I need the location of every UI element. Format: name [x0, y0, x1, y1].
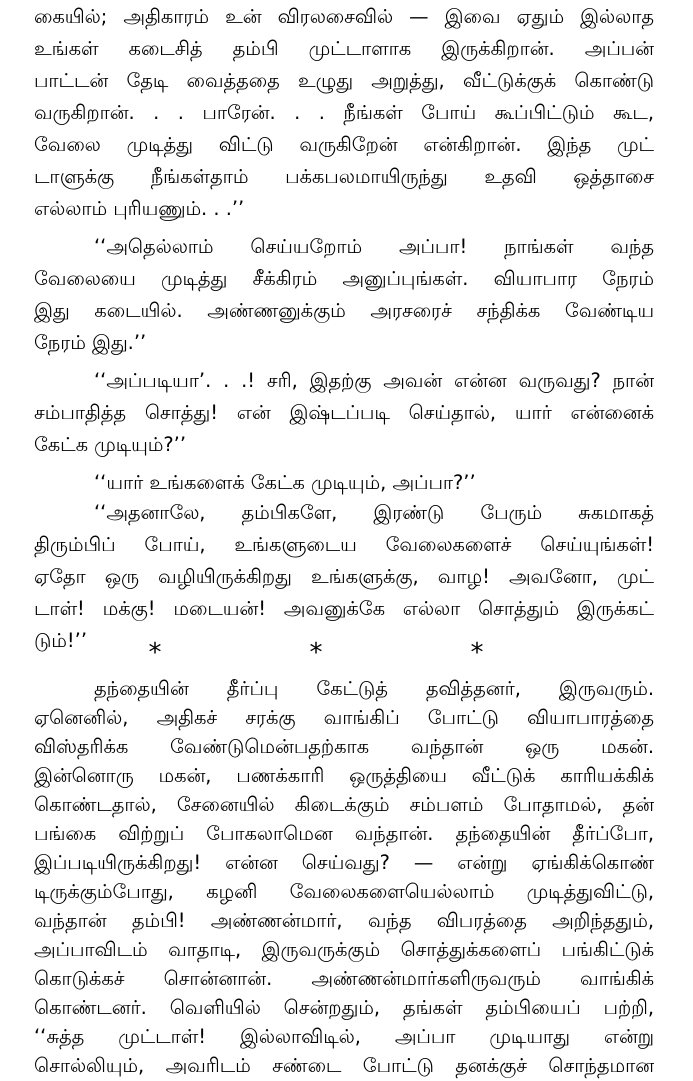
text-line: சொல்லியும், அவரிடம் சண்டை போட்டு தனக்குச் சொந்தமான — [34, 1054, 654, 1077]
text-line: அப்பாவிடம் வாதாடி, இருவருக்கும் சொத்துக்களைப் பங்கிட்டுக் — [34, 938, 654, 961]
text-line: கையில்; அதிகாரம் உன் விரலசைவில் — இவை ஏதும் இல்லாத — [34, 5, 654, 28]
text-line: ‘‘அதெல்லாம் செய்யறோம் அப்பா! நாங்கள் வந்த — [94, 235, 654, 258]
text-line: வந்தான் தம்பி! அண்ணன்மார், வந்த விபரத்தை அறிந்ததும், — [34, 909, 654, 932]
section-separator-star: * — [470, 638, 484, 668]
text-line: ஏனெனில், அதிகச் சரக்கு வாங்கிப் போட்டு வியாபாரத்தை — [34, 706, 654, 729]
text-line: சம்பாதித்த சொத்து! என் இஷ்டப்படி செய்தால், யார் என்னைக் — [34, 401, 654, 424]
text-line: நேரம் இது.’’ — [34, 331, 147, 354]
text-line: கொண்டனர். வெளியில் சென்றதும், தங்கள் தம்பியைப் பற்றி, — [34, 996, 654, 1019]
text-line: பாட்டன் தேடி வைத்ததை உழுது அறுத்து, வீட்டுக்குக் கொண்டு — [34, 69, 654, 92]
text-line: டாள்! மக்கு! மடையன்! அவனுக்கே எல்லா சொத்தும் இருக்கட் — [34, 597, 654, 620]
section-separator-star: * — [148, 638, 162, 668]
text-line: வேலையை முடித்து சீக்கிரம் அனுப்புங்கள். வியாபார நேரம் — [34, 267, 654, 290]
text-line: இன்னொரு மகன், பணக்காரி ஒருத்தியை வீட்டுக் காரியக்கிக் — [34, 764, 654, 787]
text-line: ஏதோ ஒரு வழியிருக்கிறது உங்களுக்கு, வாழ! அவனோ, முட் — [34, 565, 654, 588]
text-line: உங்கள் கடைசித் தம்பி முட்டாளாக இருக்கிறான். அப்பன் — [34, 37, 654, 60]
text-line: வேலை முடித்து விட்டு வருகிறேன் என்கிறான். இந்த முட் — [34, 133, 654, 156]
text-line: எல்லாம் புரியணும். . .’’ — [34, 197, 245, 220]
text-line: விஸ்தரிக்க வேண்டுமென்பதற்காக வந்தான் ஒரு மகன். — [34, 735, 654, 758]
text-line: தந்தையின் தீர்ப்பு கேட்டுத் தவித்தனர், இருவரும். — [94, 677, 654, 700]
text-line: கொடுக்கச் சொன்னான். அண்ணன்மார்களிருவரும் வாங்கிக் — [34, 967, 654, 990]
text-line: இது கடையில். அண்ணனுக்கும் அரசரைச் சந்திக்க வேண்டிய — [34, 299, 654, 322]
text-line: ‘‘அதனாலே, தம்பிகளே, இரண்டு பேரும் சுகமாகத் — [94, 501, 654, 524]
text-line: திரும்பிப் போய், உங்களுடைய வேலைகளைச் செய்யுங்கள்! — [34, 533, 654, 556]
text-line: டாளுக்கு நீங்கள்தாம் பக்கபலமாயிருந்து உதவி ஒத்தாசை — [34, 165, 654, 188]
text-line: இப்படியிருக்கிறது! என்ன செய்வது? — என்று ஏங்கிக்கொண் — [34, 851, 654, 874]
text-line: வருகிறான். . . பாரேன். . . நீங்கள் போய் கூப்பிட்டும் கூட, — [34, 101, 654, 124]
text-line: பங்கை விற்றுப் போகலாமென வந்தான். தந்தையின் தீர்ப்போ, — [34, 822, 654, 845]
section-separator-star: * — [309, 638, 323, 668]
text-line: ‘‘அப்படியா’. . .! சரி, இதற்கு அவன் என்ன வருவது? நான் — [94, 369, 654, 392]
text-line: டும்!’’ — [34, 629, 88, 652]
text-line: கேட்க முடியும்?’’ — [34, 433, 186, 456]
text-line: ‘‘சுத்த முட்டாள்! இல்லாவிடில், அப்பா முடியாது என்று — [34, 1025, 654, 1048]
text-line: கொண்டதால், சேனையில் கிடைக்கும் சம்பளம் போதாமல், தன் — [34, 793, 654, 816]
text-line: ‘‘யார் உங்களைக் கேட்க முடியும், அப்பா?’’ — [94, 471, 476, 494]
text-line: டிருக்கும்போது, கழனி வேலைகளையெல்லாம் முடித்துவிட்டு, — [34, 880, 654, 903]
